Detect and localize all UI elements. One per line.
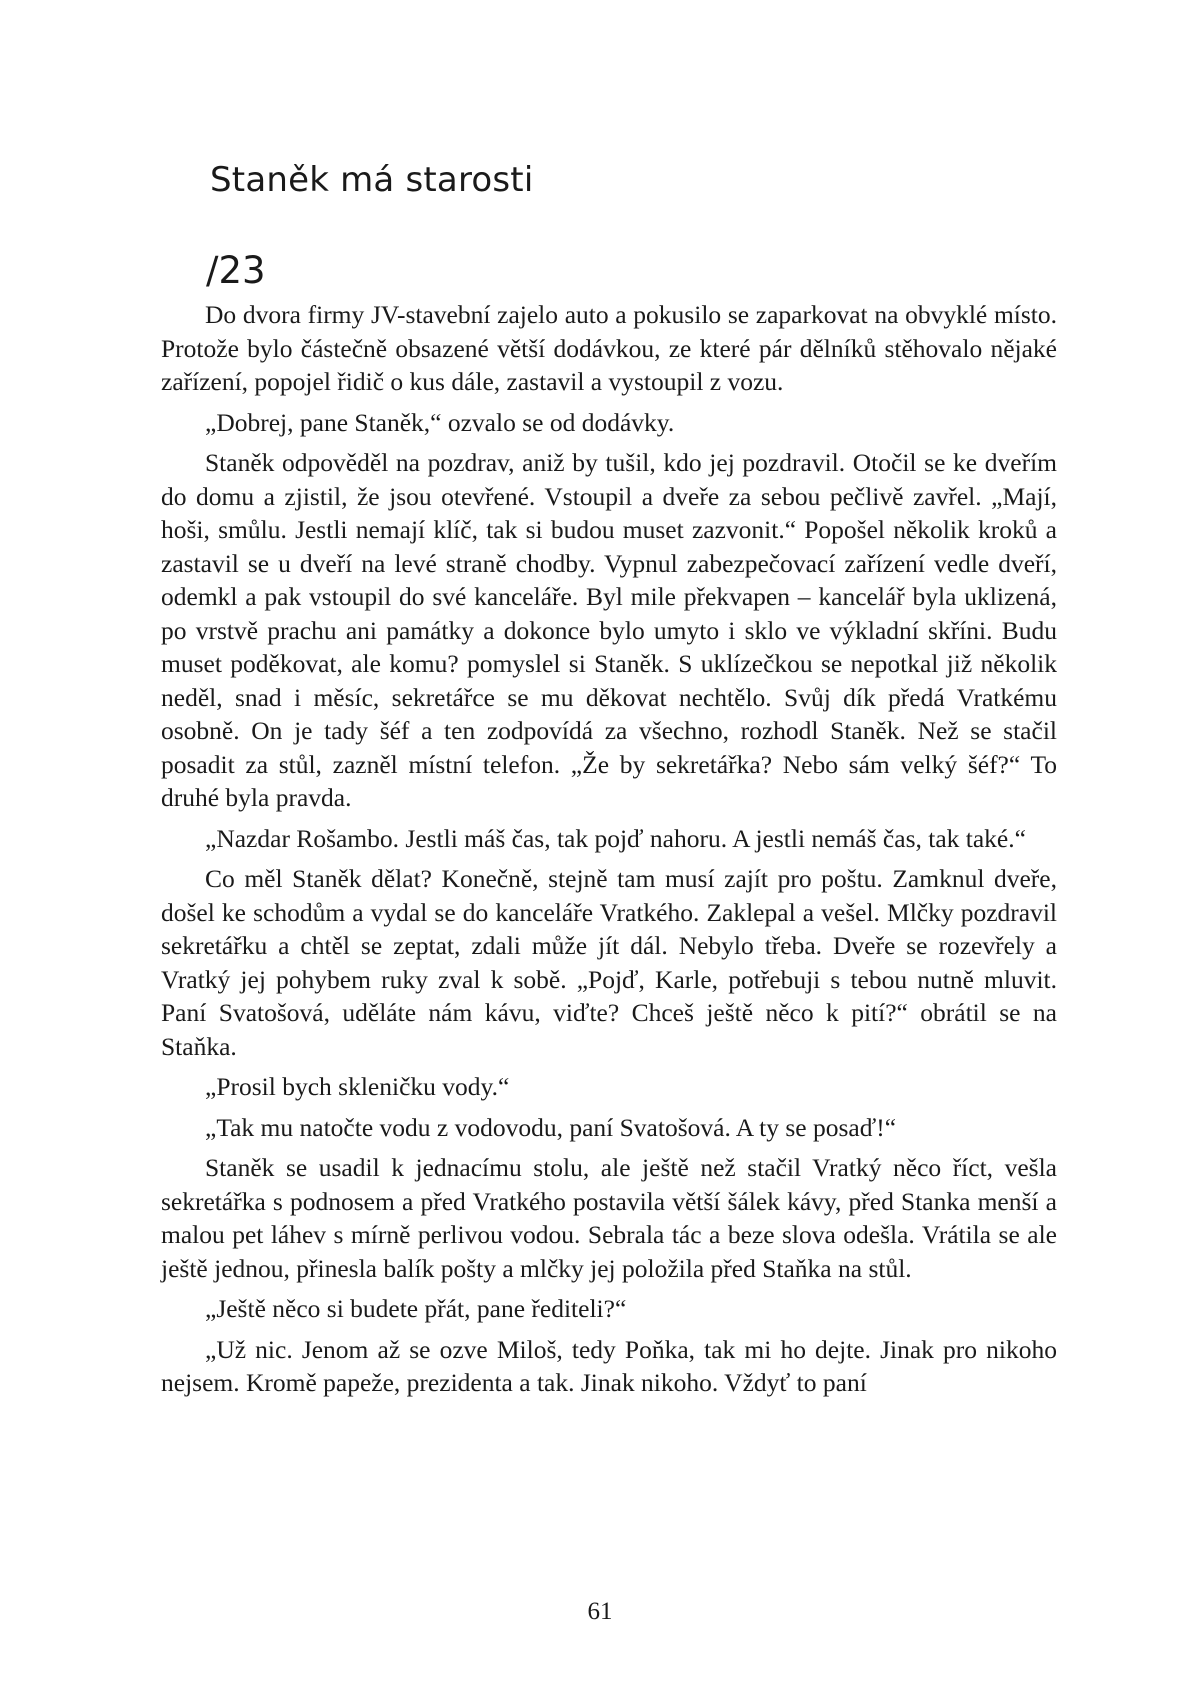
paragraph: „Nazdar Rošambo. Jestli máš čas, tak pojď nahoru. A jestli nemáš čas, tak také.“ [205, 823, 1026, 853]
paragraph: Co měl Staněk dělat? Konečně, stejně tam musí zajít pro poštu. Zamknul dveře, došel ke schodům a vydal se do kanceláře Vratkého. Zaklepal a vešel. Mlčky pozdravil sekretářku a chtěl se zeptat, zdali může jít dál. Nebylo třeba. Dveře se rozevřely a Vratký jej pohybem ruky zval k sobě. „Pojď, Karle, potřebuji s tebou nutně mluvit. Paní Svatošová, uděláte nám kávu, viďte? Chceš ještě něco k pití?“ obrátil se na Staňka. [161, 864, 1057, 1061]
page-number: 61 [587, 1598, 613, 1625]
paragraph: Do dvora firmy JV-stavební zajelo auto a pokusilo se zaparkovat na obvyklé místo. Protože bylo částečně obsazené větší dodávkou, ze které pár dělníků stěhovalo nějaké zařízení, popojel řidič o kus dále, zastavil a vystoupil z vozu. [161, 300, 1057, 396]
paragraph: „Už nic. Jenom až se ozve Miloš, tedy Poňka, tak mi ho dejte. Jinak pro nikoho nejsem. Kromě papeže, prezidenta a tak. Jinak nikoho. Vždyť to paní [161, 1334, 1057, 1397]
section-number: /23 [206, 249, 266, 292]
paragraph: Staněk odpověděl na pozdrav, aniž by tušil, kdo jej pozdravil. Otočil se ke dveřím do domu a zjistil, že jsou otevřené. Vstoupil a dveře za sebou pečlivě zavřel. „Mají, hoši, smůlu. Jestli nemají klíč, tak si budou muset zazvonit.“ Popošel několik kroků a zastavil se u dveří na levé straně chodby. Vypnul zabezpečovací zařízení vedle dveří, odemkl a pak vstoupil do své kanceláře. Byl mile překvapen – kancelář byla uklizená, po vrstvě prachu ani památky a dokonce bylo umyto i sklo ve výkladní skříni. Budu muset poděkovat, ale komu? pomyslel si Staněk. S uklízečkou se nepotkal již několik neděl, snad i měsíc, sekretářce se mu děkovat nechtělo. Svůj dík předá Vratkému osobně. On je tady šéf a ten zodpovídá za všechno, rozhodl Staněk. Než se stačil posadit za stůl, zazněl místní telefon. „Že by sekretářka? Nebo sám velký šéf?“ To druhé byla pravda. [161, 448, 1057, 812]
body-text [161, 298, 1057, 1407]
chapter-title: Staněk má starosti [210, 160, 534, 200]
paragraph: „Ještě něco si budete přát, pane řediteli?“ [205, 1294, 627, 1323]
paragraph: „Prosil bych skleničku vody.“ [205, 1072, 510, 1101]
paragraph: „Dobrej, pane Staněk,“ ozvalo se od dodávky. [205, 407, 675, 437]
paragraph: Staněk se usadil k jednacímu stolu, ale ještě než stačil Vratký něco říct, vešla sekretářka s podnosem a před Vratkého postavila větší šálek kávy, před Stanka menší a malou pet láhev s mírně perlivou vodou. Sebrala tác a beze slova odešla. Vrátila se ale ještě jednou, přinesla balík pošty a mlčky jej položila před Staňka na stůl. [161, 1153, 1057, 1283]
paragraph: „Tak mu natočte vodu z vodovodu, paní Svatošová. A ty se posaď!“ [205, 1112, 897, 1142]
